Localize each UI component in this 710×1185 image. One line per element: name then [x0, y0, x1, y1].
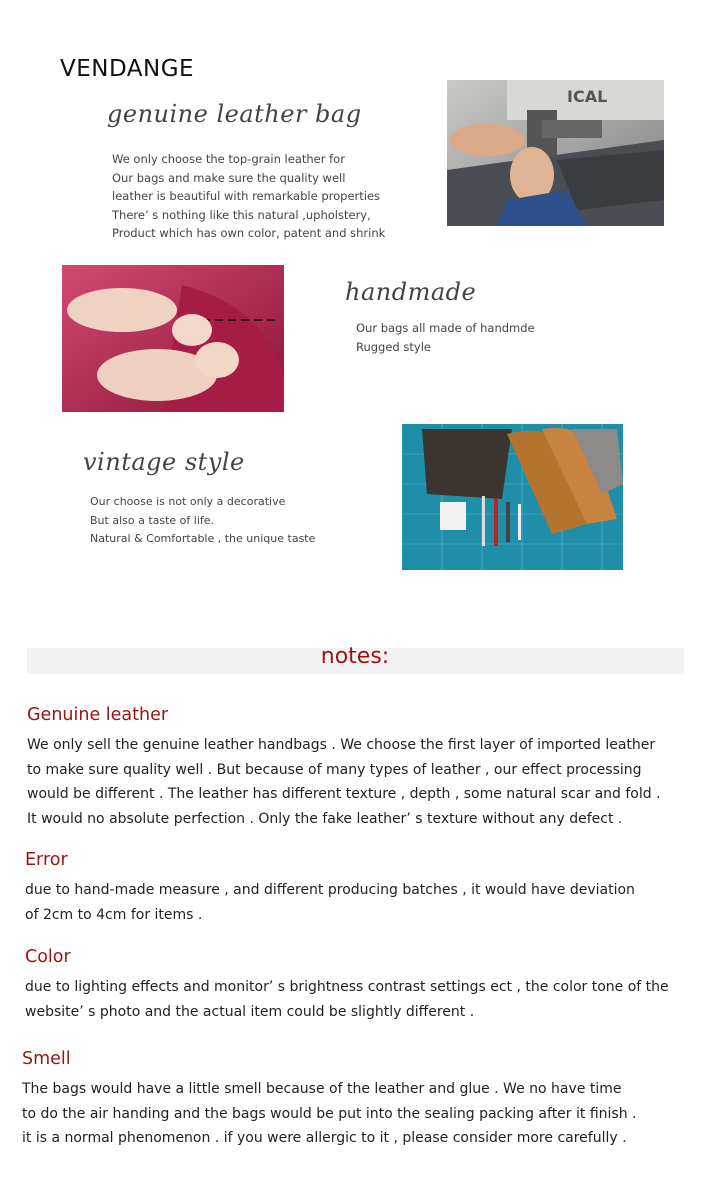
- genuine-line: We only choose the top-grain leather for: [112, 152, 345, 166]
- note-line: We only sell the genuine leather handbags . We choose the first layer of imported leather: [27, 737, 656, 753]
- note-line: due to hand-made measure , and different producing batches , it would have deviation: [25, 882, 635, 898]
- note-line: The bags would have a little smell because of the leather and glue . We no have time: [22, 1081, 622, 1097]
- note-heading-error: Error: [25, 850, 68, 870]
- note-heading-genuine-leather: Genuine leather: [27, 705, 169, 725]
- genuine-line: There’ s nothing like this natural ,upholstery,: [112, 207, 371, 222]
- note-line: It would no absolute perfection . Only the fake leather’ s texture without any defect .: [27, 810, 623, 827]
- handmade-description: [356, 319, 535, 356]
- vintage-style-description: [90, 493, 315, 549]
- note-line: to make sure quality well . But because of many types of leather , our effect processing: [27, 761, 642, 778]
- note-line: due to lighting effects and monitor’ s brightness contrast settings ect , the color tone of the: [25, 979, 669, 995]
- note-line: would be different . The leather has different texture , depth , some natural scar and fold .: [27, 786, 661, 803]
- genuine-line: leather is beautiful with remarkable properties: [112, 189, 381, 204]
- hand-stitching-photo: [62, 265, 284, 412]
- vintage-line: Natural & Comfortable , the unique taste: [90, 532, 316, 546]
- note-body-color: [25, 975, 669, 1024]
- vintage-line: But also a taste of life.: [90, 513, 215, 527]
- note-body-smell: [22, 1077, 636, 1151]
- genuine-leather-title: genuine leather bag: [107, 100, 362, 128]
- leather-tools-photo: [402, 424, 623, 570]
- handmade-line: Our bags all made of handmde: [356, 321, 535, 335]
- genuine-leather-description: [112, 150, 385, 243]
- vintage-line: Our choose is not only a decorative: [90, 495, 286, 508]
- note-heading-smell: Smell: [22, 1049, 71, 1069]
- svg-text:ICAL: ICAL: [567, 87, 608, 106]
- note-body-genuine-leather: [27, 733, 661, 831]
- note-line: to do the air handing and the bags would be put into the sealing packing after it finish .: [22, 1105, 637, 1122]
- handmade-line: Rugged style: [356, 339, 431, 354]
- sewing-machine-photo: [447, 80, 664, 226]
- note-line: it is a normal phenomenon . if you were allergic to it , please consider more carefully .: [22, 1130, 627, 1147]
- note-line: of 2cm to 4cm for items .: [25, 906, 203, 923]
- brand-title: VENDANGE: [60, 56, 195, 82]
- note-line: website’ s photo and the actual item could be slightly different .: [25, 1003, 475, 1020]
- note-body-error: [25, 878, 635, 927]
- notes-title: notes:: [320, 644, 390, 669]
- note-heading-color: Color: [25, 947, 71, 967]
- genuine-line: Product which has own color, patent and shrink: [112, 226, 386, 241]
- genuine-line: Our bags and make sure the quality well: [112, 170, 346, 185]
- vintage-style-title: vintage style: [83, 448, 245, 476]
- handmade-title: handmade: [345, 278, 477, 306]
